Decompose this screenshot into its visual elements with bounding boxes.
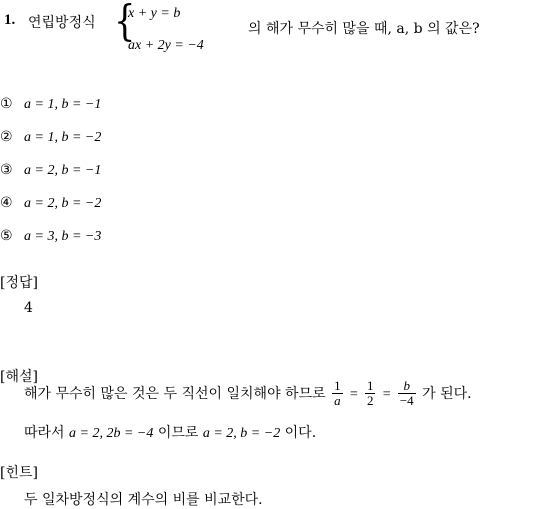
choice-2[interactable]	[0, 129, 101, 146]
choice-5[interactable]	[0, 228, 101, 245]
hint-heading: [힌트]	[0, 465, 38, 481]
choice-1-marker: ①	[0, 96, 13, 112]
fraction-2-numerator: 1	[366, 378, 374, 393]
choice-4-marker: ④	[0, 195, 13, 211]
fraction-b-over-neg4	[398, 379, 416, 409]
fraction-1-numerator: 1	[334, 378, 341, 393]
explanation-math-1: a = 2, 2b = −4	[69, 426, 154, 441]
choice-5-marker: ⑤	[0, 228, 13, 244]
equation-1: x + y = b	[128, 6, 181, 21]
equals-sign-1: =	[349, 386, 359, 402]
explanation-line-2	[24, 422, 316, 442]
choice-3[interactable]	[0, 162, 101, 179]
choice-2-marker: ②	[0, 129, 13, 145]
explanation-heading: [해설]	[0, 369, 38, 385]
fraction-1-over-a	[332, 379, 343, 409]
choice-4[interactable]	[0, 195, 101, 212]
explanation-line-2-mid: 이므로	[157, 425, 199, 441]
choice-1-text: a = 1, b = −1	[24, 97, 102, 112]
choice-4-text: a = 2, b = −2	[24, 196, 102, 211]
choice-5-text: a = 3, b = −3	[24, 229, 102, 244]
question-number: 1.	[4, 12, 16, 28]
choice-2-text: a = 1, b = −2	[24, 130, 102, 145]
system-brace: {	[114, 0, 136, 45]
hint-text: 두 일차방정식의 계수의 비를 비교한다.	[24, 492, 263, 508]
fraction-1-denominator: a	[334, 393, 341, 409]
fraction-2-denominator: 2	[366, 393, 374, 409]
answer-value: 4	[24, 300, 33, 316]
question-suffix: 의 해가 무수히 많을 때, a, b 의 값은?	[248, 21, 480, 37]
explanation-line-1-end: 가 된다.	[422, 385, 472, 402]
fraction-3-numerator: b	[403, 378, 410, 393]
answer-heading: [정답]	[0, 275, 38, 291]
choice-3-marker: ③	[0, 162, 13, 178]
fraction-3-denominator: −4	[399, 393, 414, 409]
equals-sign-2: =	[381, 386, 392, 402]
explanation-line-2-start: 따라서	[24, 425, 65, 441]
explanation-line-1	[24, 379, 472, 409]
fraction-1-over-2	[365, 379, 376, 409]
explanation-math-2: a = 2, b = −2	[202, 426, 281, 441]
choice-3-text: a = 2, b = −1	[24, 163, 102, 178]
explanation-line-1-text: 해가 무수히 많은 것은 두 직선이 일치해야 하므로	[24, 385, 326, 402]
explanation-line-2-end: 이다.	[284, 425, 317, 441]
equation-2: ax + 2y = −4	[128, 38, 204, 53]
choice-1[interactable]	[0, 96, 101, 113]
question-prefix: 연립방정식	[28, 15, 96, 31]
